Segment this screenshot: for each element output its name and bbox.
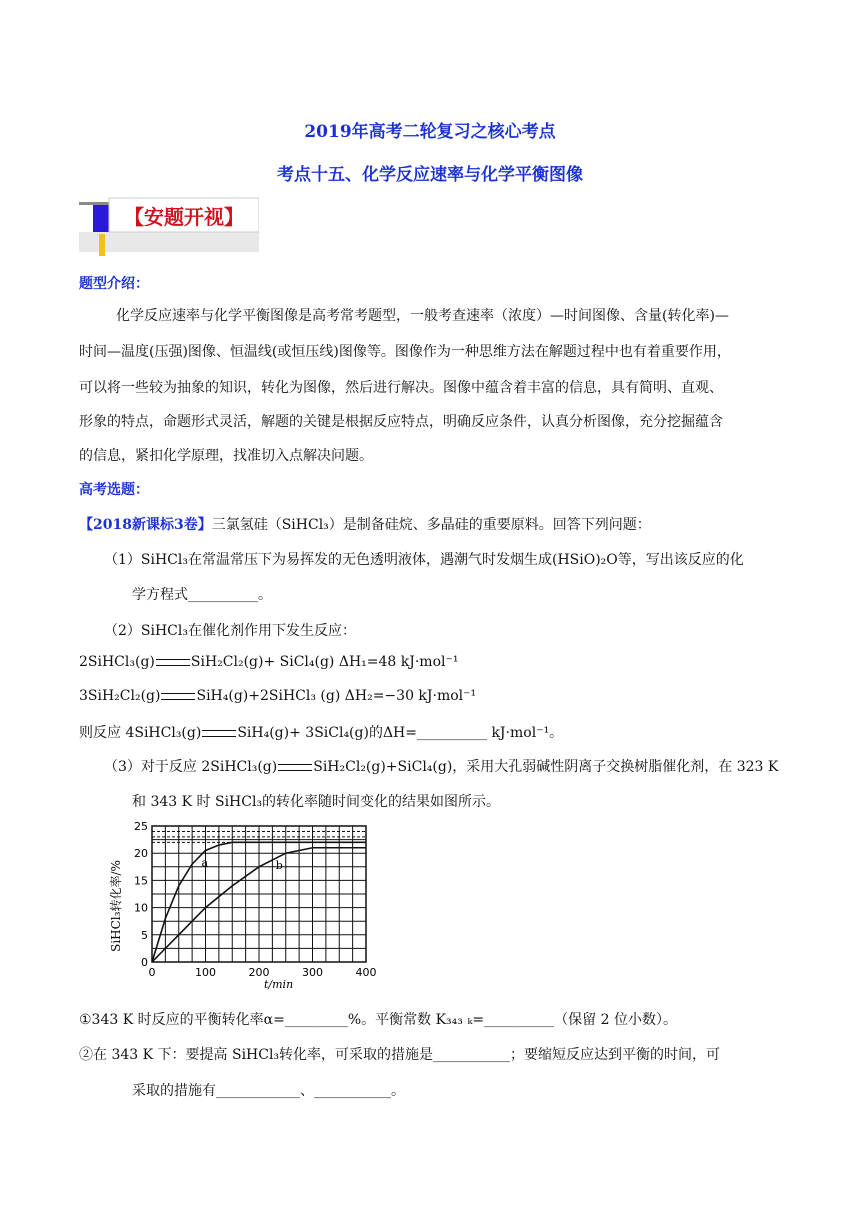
x-tick-label: 400 xyxy=(355,966,377,979)
y-tick-label: 25 xyxy=(134,820,148,833)
y-tick-label: 5 xyxy=(141,928,148,942)
reaction-1 xyxy=(79,654,459,670)
x-axis-label: t/min xyxy=(264,978,294,991)
equilibrium-sign xyxy=(161,693,195,700)
q3-line-a xyxy=(104,756,778,776)
reaction-3 xyxy=(79,722,563,742)
y-tick-label: 15 xyxy=(134,874,148,888)
chart-ticks xyxy=(134,820,377,979)
intro-line-1: 化学反应速率与化学平衡图像是高考常考题型，一般考查速率（浓度）—时间图像、含量(转化率)— xyxy=(116,308,729,324)
x-tick-label: 100 xyxy=(195,966,216,979)
reaction-1-left: 2SiHCl₃(g) xyxy=(79,654,155,670)
y-tick-label: 20 xyxy=(134,847,148,861)
reaction-3-right: SiH₄(g)+ 3SiCl₄(g)的ΔH=__________ kJ·mol⁻¹。 xyxy=(237,725,564,741)
chart-grid xyxy=(152,826,366,962)
intro-line-5: 的信息，紧扣化学原理，找准切入点解决问题。 xyxy=(79,448,373,464)
banner-text: 【安题开视】 xyxy=(124,205,244,229)
sub-question-2-b: 采取的措施有____________、___________。 xyxy=(132,1083,405,1099)
chart-svg xyxy=(104,820,386,992)
sub-question-2-a: ②在 343 K 下：要提高 SiHCl₃转化率，可采取的措施是___________；要缩短反应达到平衡的时间，可 xyxy=(79,1047,721,1063)
equilibrium-sign xyxy=(202,730,236,737)
reaction-2-left: 3SiH₂Cl₂(g) xyxy=(79,688,161,704)
x-tick-label: 300 xyxy=(302,966,323,979)
series-label-a: a xyxy=(201,856,209,870)
reaction-3-left: 则反应 4SiHCl₃(g) xyxy=(79,725,202,741)
intro-line-3: 可以将一些较为抽象的知识，转化为图像，然后进行解决。图像中蕴含着丰富的信息，具有简明、直观、 xyxy=(79,380,723,396)
intro-line-2: 时间—温度(压强)图像、恒温线(或恒压线)图像等。图像作为一种思维方法在解题过程中也有着重要作用， xyxy=(79,344,731,360)
series-label-b: b xyxy=(275,859,283,873)
y-tick-label: 10 xyxy=(134,901,148,915)
y-axis-label: SiHCl₃转化率/% xyxy=(109,860,123,952)
intro-line-4: 形象的特点，命题形式灵活，解题的关键是根据反应特点，明确反应条件，认真分析图像，充分挖掘蕴含 xyxy=(79,414,723,430)
intro-heading: 题型介绍： xyxy=(79,276,149,292)
page-title: 2019年高考二轮复习之核心考点 xyxy=(304,122,556,142)
reaction-2 xyxy=(79,688,476,704)
exam-stem xyxy=(79,514,651,534)
reaction-1-right: SiH₂Cl₂(g)+ SiCl₄(g) ΔH₁=48 kJ·mol⁻¹ xyxy=(190,654,459,670)
exam-heading: 高考选题： xyxy=(79,482,149,498)
sub-question-1: ①343 K 时反应的平衡转化率α=_________%。平衡常数 K₃₄₃ ₖ=__________（保留 2 位小数）。 xyxy=(79,1012,677,1028)
x-tick-label: 200 xyxy=(248,966,270,979)
exam-source: 【2018新课标3卷】 xyxy=(79,517,212,533)
q3-line-b: 和 343 K 时 SiHCl₃的转化率随时间变化的结果如图所示。 xyxy=(132,794,501,810)
y-tick-label: 0 xyxy=(141,956,148,969)
exam-stem-text: 三氯氢硅（SiHCl₃）是制备硅烷、多晶硅的重要原料。回答下列问题： xyxy=(211,517,651,533)
equilibrium-sign xyxy=(156,659,190,666)
section-banner xyxy=(79,194,259,260)
conversion-chart xyxy=(104,820,386,992)
q3-left: （3）对于反应 2SiHCl₃(g) xyxy=(104,759,278,775)
q1-line-a: （1）SiHCl₃在常温常压下为易挥发的无色透明液体，遇潮气时发烟生成(HSiO)₂O等，写出该反应的化 xyxy=(104,552,744,568)
q3-right: SiH₂Cl₂(g)+SiCl₄(g)，采用大孔弱碱性阴离子交换树脂催化剂，在 323 K xyxy=(313,759,779,775)
x-tick-label: 0 xyxy=(148,966,156,979)
q1-line-b: 学方程式__________。 xyxy=(132,587,272,603)
reaction-2-right: SiH₄(g)+2SiHCl₃ (g) ΔH₂=−30 kJ·mol⁻¹ xyxy=(196,688,477,704)
page-subtitle: 考点十五、化学反应速率与化学平衡图像 xyxy=(277,165,583,185)
q2-intro: （2）SiHCl₃在催化剂作用下发生反应： xyxy=(104,623,356,639)
equilibrium-sign xyxy=(278,764,312,771)
